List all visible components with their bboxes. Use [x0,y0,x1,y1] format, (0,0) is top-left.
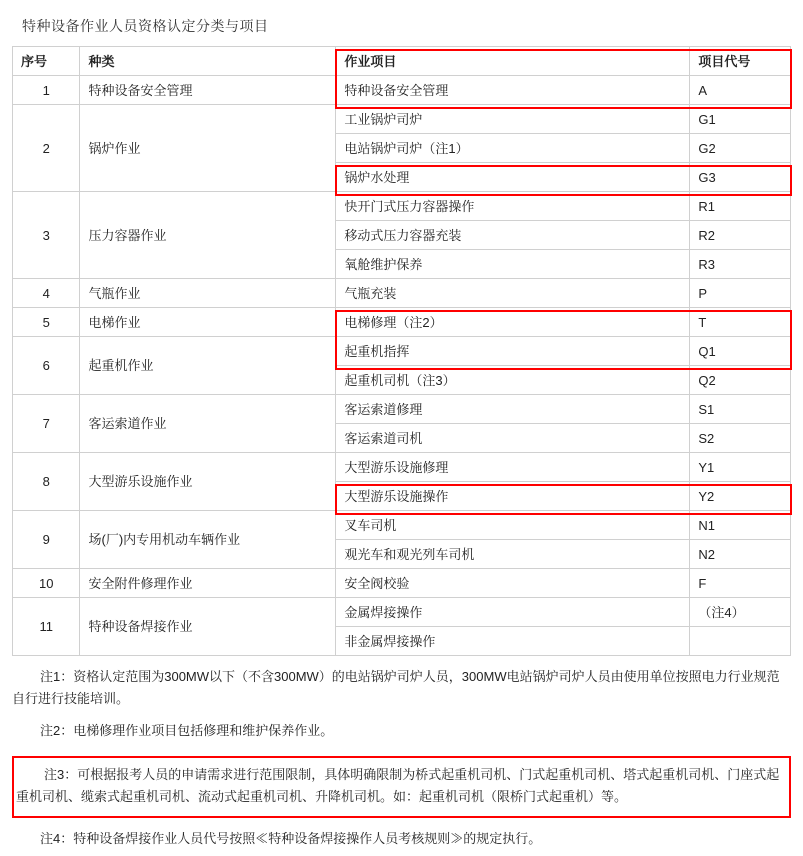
page-title: 特种设备作业人员资格认定分类与项目 [22,18,269,34]
cell-work-item: 客运索道修理 [336,395,690,424]
cell-item-code: R1 [690,192,791,221]
cell-work-item: 起重机司机（注3） [336,366,690,395]
cell-serial-number: 2 [13,105,80,192]
cell-item-code: Y2 [690,482,791,511]
cell-work-item: 观光车和观光列车司机 [336,540,690,569]
table-body [13,76,791,656]
cell-item-code: F [690,569,791,598]
cell-item-code: Q2 [690,366,791,395]
cell-work-item: 移动式压力容器充装 [336,221,690,250]
cell-item-code [690,627,791,656]
note-paragraph: 注3：可根据报考人员的申请需求进行范围限制，具体明确限制为桥式起重机司机、门式起重机司机、塔式起重机司机、门座式起重机司机、缆索式起重机司机、流动式起重机司机、升降机司机。如：起重机司机（限桥门式起重机）等。 [12,756,791,818]
table-header-row [13,47,791,76]
cell-serial-number: 1 [13,76,80,105]
cell-work-item: 锅炉水处理 [336,163,690,192]
cell-serial-number: 10 [13,569,80,598]
notes-section [12,666,791,850]
table-row [13,337,791,366]
cell-serial-number: 8 [13,453,80,511]
cell-category: 气瓶作业 [80,279,336,308]
table-header [13,47,791,76]
cell-category: 起重机作业 [80,337,336,395]
cell-item-code: N1 [690,511,791,540]
table-row [13,308,791,337]
cell-work-item: 大型游乐设施修理 [336,453,690,482]
cell-serial-number: 11 [13,598,80,656]
cell-item-code: A [690,76,791,105]
cell-work-item: 电梯修理（注2） [336,308,690,337]
table-row [13,453,791,482]
table-row [13,598,791,627]
cell-item-code: R3 [690,250,791,279]
cell-work-item: 工业锅炉司炉 [336,105,690,134]
cell-work-item: 大型游乐设施操作 [336,482,690,511]
table-row [13,105,791,134]
cell-work-item: 电站锅炉司炉（注1） [336,134,690,163]
table-row [13,76,791,105]
cell-category: 电梯作业 [80,308,336,337]
cell-work-item: 气瓶充装 [336,279,690,308]
cell-item-code: T [690,308,791,337]
note-paragraph: 注4：特种设备焊接作业人员代号按照≪特种设备焊接操作人员考核规则≫的规定执行。 [40,831,542,846]
cell-item-code: （注4） [690,598,791,627]
cell-item-code: G2 [690,134,791,163]
cell-work-item: 叉车司机 [336,511,690,540]
cell-work-item: 客运索道司机 [336,424,690,453]
cell-category: 大型游乐设施作业 [80,453,336,511]
cell-work-item: 起重机指挥 [336,337,690,366]
cell-item-code: Q1 [690,337,791,366]
cell-category: 安全附件修理作业 [80,569,336,598]
cell-item-code: S1 [690,395,791,424]
table-row [13,569,791,598]
table-row [13,279,791,308]
cell-work-item: 快开门式压力容器操作 [336,192,690,221]
cell-category: 压力容器作业 [80,192,336,279]
cell-work-item: 金属焊接操作 [336,598,690,627]
cell-serial-number: 7 [13,395,80,453]
cell-work-item: 安全阀校验 [336,569,690,598]
cell-serial-number: 9 [13,511,80,569]
table-row [13,395,791,424]
cell-item-code: S2 [690,424,791,453]
cell-work-item: 特种设备安全管理 [336,76,690,105]
note-paragraph: 注1：资格认定范围为300MW以下（不含300MW）的电站锅炉司炉人员，300MW电站锅炉司炉人员由使用单位按照电力行业规范自行进行技能培训。 [12,669,780,706]
cell-category: 客运索道作业 [80,395,336,453]
qualification-table [12,46,791,656]
cell-item-code: N2 [690,540,791,569]
note-paragraph: 注2：电梯修理作业项目包括修理和维护保养作业。 [40,723,334,738]
cell-item-code: G1 [690,105,791,134]
cell-work-item: 氧舱维护保养 [336,250,690,279]
header-cell-code: 项目代号 [690,47,791,76]
cell-serial-number: 4 [13,279,80,308]
cell-serial-number: 6 [13,337,80,395]
table-row [13,192,791,221]
header-cell-kind: 种类 [80,47,336,76]
cell-category: 特种设备安全管理 [80,76,336,105]
cell-item-code: Y1 [690,453,791,482]
cell-category: 锅炉作业 [80,105,336,192]
cell-item-code: R2 [690,221,791,250]
cell-category: 场(厂)内专用机动车辆作业 [80,511,336,569]
cell-work-item: 非金属焊接操作 [336,627,690,656]
cell-item-code: G3 [690,163,791,192]
header-cell-item: 作业项目 [336,47,690,76]
cell-item-code: P [690,279,791,308]
table-row [13,511,791,540]
cell-serial-number: 5 [13,308,80,337]
cell-category: 特种设备焊接作业 [80,598,336,656]
header-cell-no: 序号 [13,47,80,76]
cell-serial-number: 3 [13,192,80,279]
